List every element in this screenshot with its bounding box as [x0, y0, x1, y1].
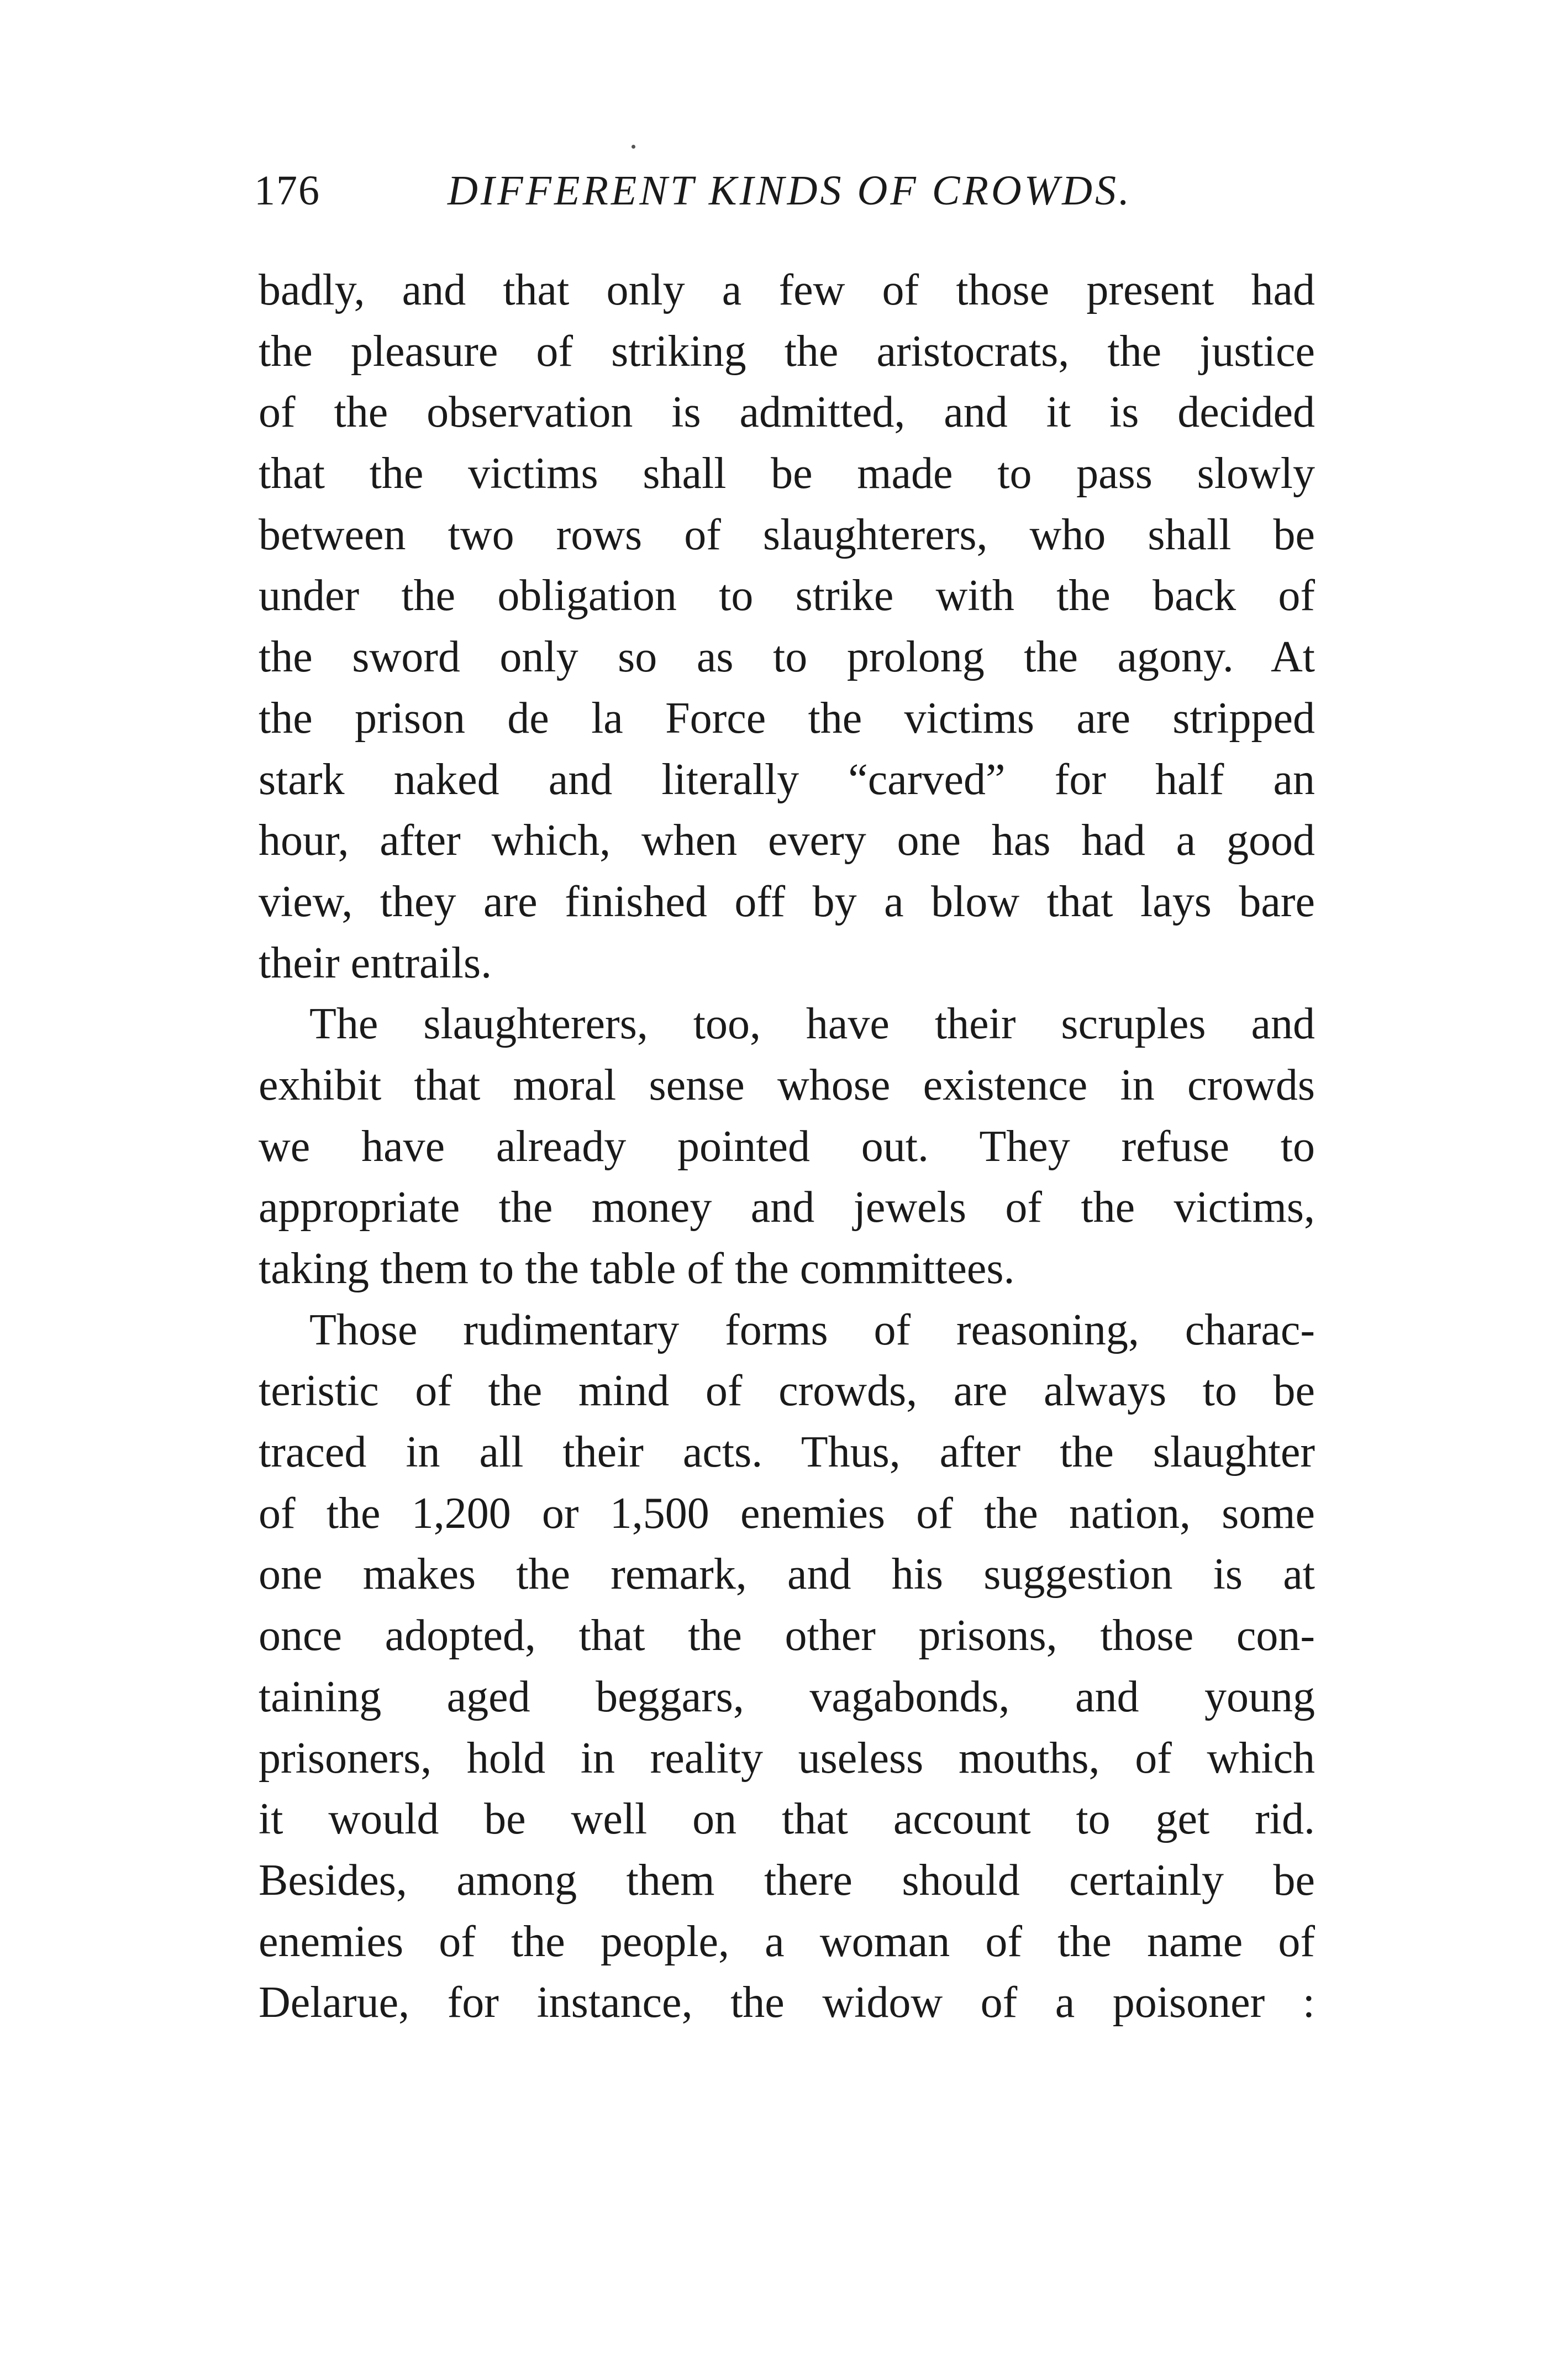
- text-line: appropriate the money and jewels of the victims,: [259, 1183, 1315, 1232]
- text-line: teristic of the mind of crowds, are always to be: [259, 1367, 1315, 1416]
- text-line: the pleasure of striking the aristocrats, the justice: [259, 327, 1315, 376]
- body-text: [259, 260, 1315, 2033]
- text-line: traced in all their acts. Thus, after the slaughter: [259, 1428, 1315, 1477]
- text-line: badly, and that only a few of those present had: [259, 266, 1315, 314]
- text-line: it would be well on that account to get rid.: [259, 1795, 1315, 1844]
- running-head: [254, 160, 1315, 221]
- text-line: enemies of the people, a woman of the name of: [259, 1917, 1315, 1966]
- text-line: Those rudimentary forms of reasoning, charac-: [309, 1305, 1315, 1354]
- text-line: their entrails.: [259, 938, 492, 987]
- text-line: hour, after which, when every one has had a good: [259, 816, 1315, 865]
- page-number: 176: [254, 167, 320, 214]
- text-line: one makes the remark, and his suggestion is at: [259, 1550, 1315, 1599]
- print-speck: [632, 145, 635, 149]
- text-line: The slaughterers, too, have their scruples and: [309, 1000, 1315, 1049]
- text-line: the sword only so as to prolong the agony. At: [259, 633, 1315, 682]
- text-line: Delarue, for instance, the widow of a poisoner :: [259, 1978, 1315, 2027]
- text-line: we have already pointed out. They refuse to: [259, 1122, 1315, 1171]
- text-line: that the victims shall be made to pass slowly: [259, 449, 1315, 498]
- text-line: of the 1,200 or 1,500 enemies of the nation, some: [259, 1489, 1315, 1538]
- text-line: once adopted, that the other prisons, those con-: [259, 1611, 1315, 1660]
- text-line: exhibit that moral sense whose existence in crowds: [259, 1060, 1315, 1110]
- text-line: the prison de la Force the victims are stripped: [259, 693, 1315, 743]
- text-line: Besides, among them there should certainly be: [259, 1856, 1315, 1905]
- text-line: under the obligation to strike with the back of: [259, 571, 1315, 621]
- text-line: taining aged beggars, vagabonds, and young: [259, 1672, 1315, 1721]
- running-title: DIFFERENT KINDS OF CROWDS.: [448, 167, 1132, 214]
- text-line: taking them to the table of the committees.: [259, 1244, 1015, 1293]
- text-line: of the observation is admitted, and it is decided: [259, 388, 1315, 437]
- text-line: between two rows of slaughterers, who shall be: [259, 510, 1315, 559]
- text-line: prisoners, hold in reality useless mouths, of which: [259, 1733, 1315, 1783]
- text-line: stark naked and literally “carved” for half an: [259, 755, 1315, 804]
- text-line: view, they are finished off by a blow that lays bare: [259, 877, 1315, 926]
